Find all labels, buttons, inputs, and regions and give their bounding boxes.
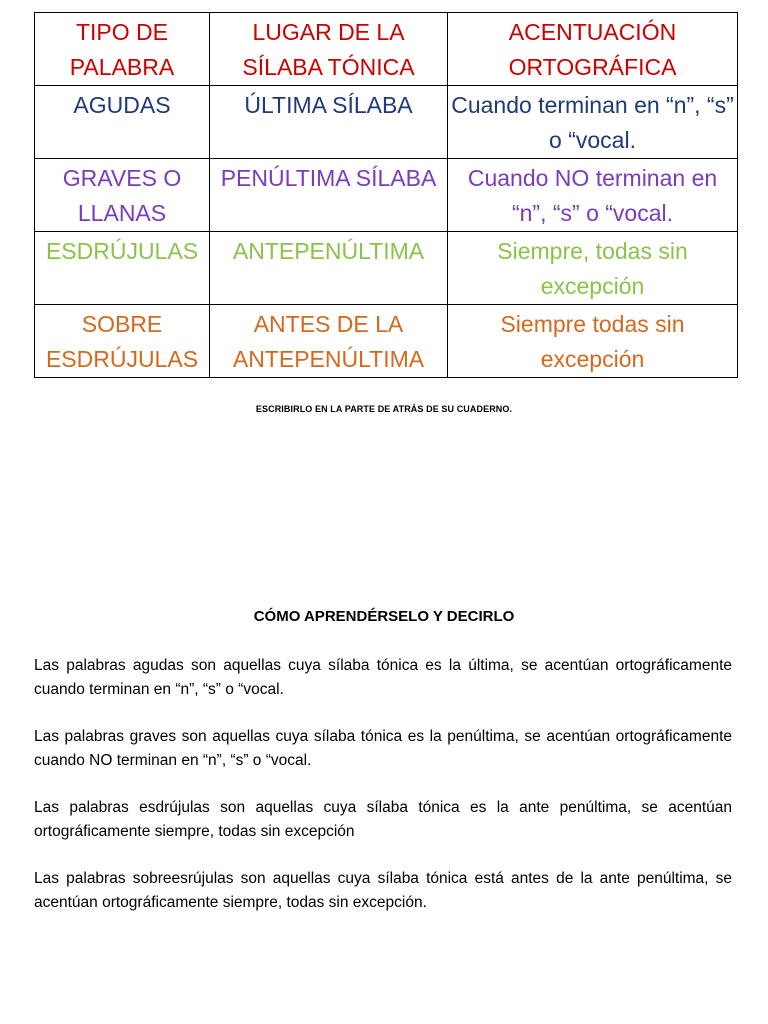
accent-rules-table [34, 12, 738, 378]
cell-tipo: ESDRÚJULAS [35, 232, 210, 305]
header-lugar: LUGAR DE LA SÍLABA TÓNICA [210, 13, 448, 86]
header-tipo: TIPO DE PALABRA [35, 13, 210, 86]
cell-acentuacion: Siempre, todas sin excepción [448, 232, 738, 305]
cell-acentuacion: Cuando NO terminan en “n”, “s” o “vocal. [448, 159, 738, 232]
cell-tipo: AGUDAS [35, 86, 210, 159]
cell-tipo: SOBRE ESDRÚJULAS [35, 305, 210, 378]
notebook-note: ESCRIBIRLO EN LA PARTE DE ATRÁS DE SU CUADERNO. [255, 404, 513, 414]
table-row-esdrujulas [35, 232, 738, 305]
cell-tipo: GRAVES O LLANAS [35, 159, 210, 232]
paragraph-esdrujulas: Las palabras esdrújulas son aquellas cuya sílaba tónica es la ante penúltima, se acentúan ortográficamente siempre, todas sin excepción [34, 799, 732, 840]
cell-lugar: ÚLTIMA SÍLABA [210, 86, 448, 159]
cell-lugar: ANTEPENÚLTIMA [210, 232, 448, 305]
section-title: CÓMO APRENDÉRSELO Y DECIRLO [253, 608, 515, 625]
paragraph-graves: Las palabras graves son aquellas cuya sílaba tónica es la penúltima, se acentúan ortográficamente cuando NO terminan en “n”, “s” o “vocal. [34, 728, 732, 769]
cell-lugar: ANTES DE LA ANTEPENÚLTIMA [210, 305, 448, 378]
table-row-sobreesdrujulas [35, 305, 738, 378]
paragraph-sobreesdrujulas: Las palabras sobreesrújulas son aquellas cuya sílaba tónica está antes de la ante penúltima, se acentúan ortográficamente siempre, todas sin excepción. [34, 870, 732, 911]
table-row-agudas [35, 86, 738, 159]
header-acentuacion: ACENTUACIÓN ORTOGRÁFICA [448, 13, 738, 86]
cell-lugar: PENÚLTIMA SÍLABA [210, 159, 448, 232]
paragraph-agudas: Las palabras agudas son aquellas cuya sílaba tónica es la última, se acentúan ortográficamente cuando terminan en “n”, “s” o “vocal. [34, 657, 732, 698]
table-header-row [35, 13, 738, 86]
cell-acentuacion: Siempre todas sin excepción [448, 305, 738, 378]
cell-acentuacion: Cuando terminan en “n”, “s” o “vocal. [448, 86, 738, 159]
table-row-graves [35, 159, 738, 232]
